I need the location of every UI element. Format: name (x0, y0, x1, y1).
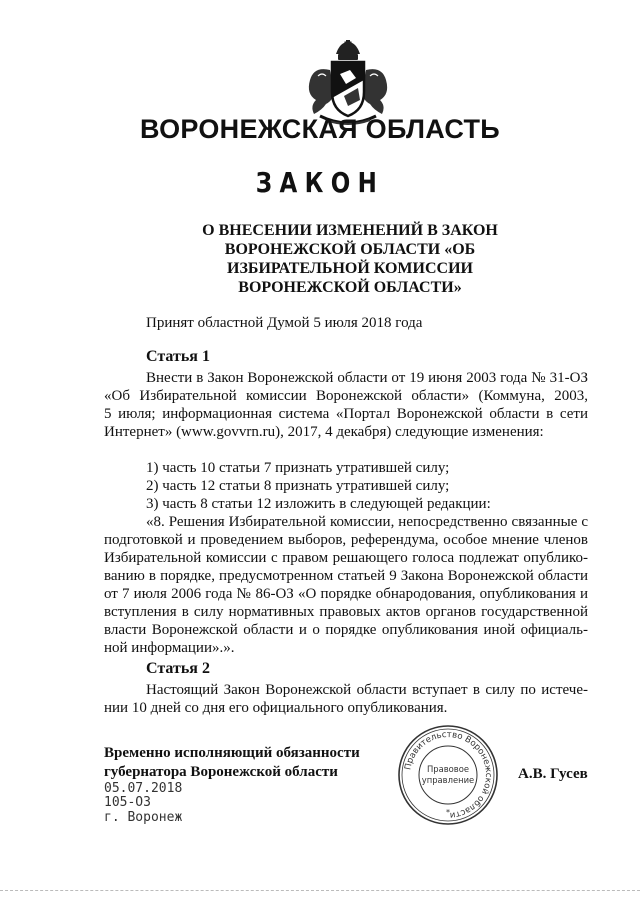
quote-line-6: вступления в силу нормативных правовых актов органов государственной (104, 604, 588, 620)
article-2-heading: Статья 2 (146, 660, 210, 677)
page-bottom-edge (0, 890, 640, 891)
signatory-position-line-1: Временно исполняющий обязанности (104, 745, 360, 761)
seal-outer-text: Правительство Воронежской области (403, 729, 494, 821)
seal-inner-line-2: управление (421, 775, 475, 785)
seal-star-icon: * (446, 808, 450, 817)
quote-line-7: власти Воронежской области и о порядке опубликования иной официаль- (104, 622, 588, 638)
article-1-item-3: 3) часть 8 статьи 12 изложить в следующей редакции: (146, 496, 491, 512)
article-1-intro-line-3: 5 июля; информационная система «Портал Воронежской области в сети (104, 406, 588, 422)
article-1-intro-line-2: «Об Избирательной комиссии Воронежской области» (Коммуна, 2003, (104, 388, 588, 404)
adoption-note: Принят областной Думой 5 июля 2018 года (146, 315, 423, 331)
law-title-line-2: ВОРОНЕЖСКОЙ ОБЛАСТИ «ОБ (224, 241, 476, 258)
signing-date: 05.07.2018 (104, 781, 183, 796)
quote-line-5: от 7 июля 2006 года № 86-ОЗ «О порядке обнародования, опубликования и (104, 586, 588, 602)
law-title-line-3: ИЗБИРАТЕЛЬНОЙ КОМИССИИ (227, 260, 473, 277)
article-1-intro-line-1: Внести в Закон Воронежской области от 19 июня 2003 года № 31-ОЗ (146, 370, 588, 386)
article-1-item-2: 2) часть 12 статьи 8 признать утратившей силу; (146, 478, 450, 494)
law-title-line-4: ВОРОНЕЖСКОЙ ОБЛАСТИ» (238, 279, 462, 296)
quote-line-2: подготовкой и проведением выборов, референдума, особое мнение членов (104, 532, 588, 548)
article-1-heading: Статья 1 (146, 348, 210, 365)
article-2-line-1: Настоящий Закон Воронежской области вступает в силу по истече- (146, 682, 588, 698)
region-heading: ВОРОНЕЖСКАЯ ОБЛАСТЬ (139, 114, 501, 144)
signatory-position-line-2: губернатора Воронежской области (104, 764, 338, 780)
law-number: 105-ОЗ (104, 795, 151, 810)
signing-city: г. Воронеж (104, 810, 183, 825)
official-seal (396, 723, 500, 827)
law-title-line-1: О ВНЕСЕНИИ ИЗМЕНЕНИЙ В ЗАКОН (202, 222, 498, 239)
signatory-name: А.В. Гусев (518, 766, 588, 782)
quote-line-4: ванию в порядке, предусмотренном статьей 9 Закона Воронежской области (104, 568, 588, 584)
document-type-heading: ЗАКОН (255, 166, 385, 199)
article-1-intro-line-4: Интернет» (www.govvrn.ru), 2017, 4 декабря) следующие изменения: (104, 424, 544, 440)
article-1-item-1: 1) часть 10 статьи 7 признать утратившей силу; (146, 460, 450, 476)
seal-inner-line-1: Правовое (426, 764, 470, 774)
quote-line-8: ной информации».». (104, 640, 235, 656)
quote-line-1: «8. Решения Избирательной комиссии, непосредственно связанные с (146, 514, 588, 530)
article-2-line-2: нии 10 дней со дня его официального опубликования. (104, 700, 448, 716)
quote-line-3: Избирательной комиссии с правом решающего голоса подлежат опублико- (104, 550, 588, 566)
